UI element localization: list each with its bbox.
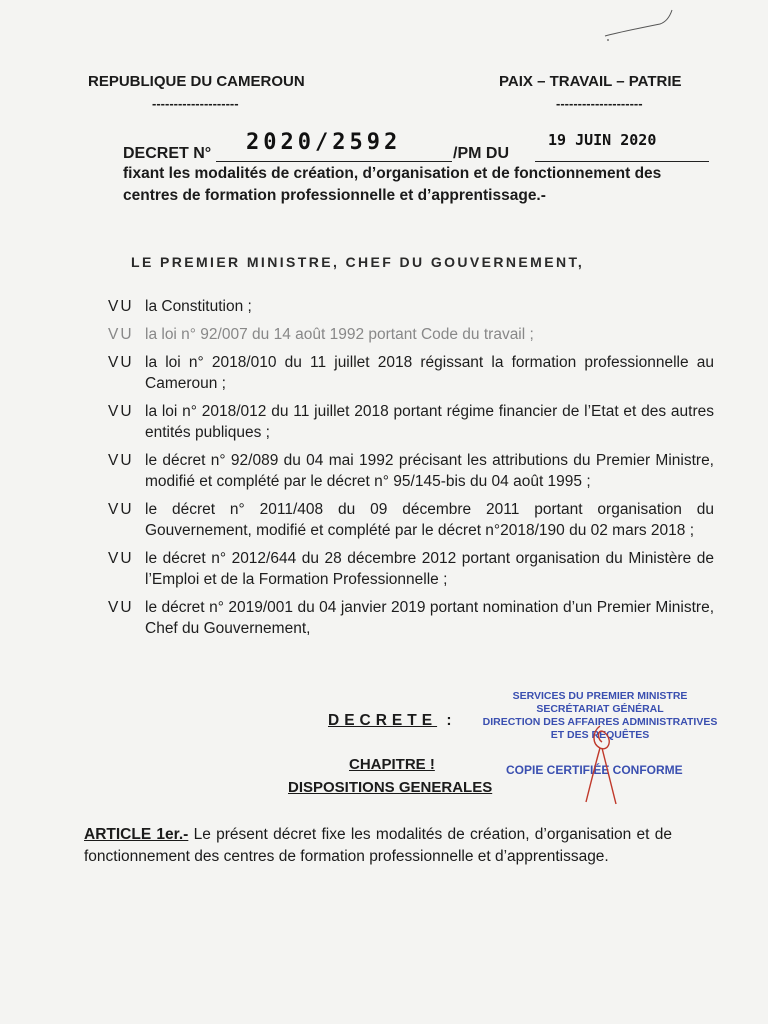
decrete-heading — [328, 712, 457, 730]
decrete-word: DECRETE — [328, 712, 438, 729]
decree-date: 19 JUIN 2020 — [548, 131, 657, 149]
list-item — [108, 548, 714, 590]
decree-number: 2020/2592 — [246, 130, 402, 155]
article-text: Le présent décret fixe les modalités de création, d’organisation et de fonctionnement des centres de formation professionnelle et d’apprentissage. — [84, 826, 673, 865]
visa-text: la loi n° 92/007 du 14 août 1992 portant Code du travail ; — [145, 326, 534, 343]
stamp-line: DIRECTION DES AFFAIRES ADMINISTRATIVES — [482, 716, 718, 728]
visa-text: la Constitution ; — [145, 298, 252, 315]
stamp-line: SERVICES DU PREMIER MINISTRE — [512, 690, 688, 702]
article-label: ARTICLE 1er.- — [84, 826, 189, 843]
stamp-line: SECRÉTARIAT GÉNÉRAL — [536, 703, 664, 715]
visa-text: le décret n° 2012/644 du 28 décembre 2012 portant organisation du Ministère de l’Emploi et de la Formation Professionnelle ; — [145, 550, 714, 588]
article-1 — [84, 824, 672, 868]
vu-label: VU — [108, 550, 134, 567]
chapter-subtitle: DISPOSITIONS GENERALES — [288, 779, 493, 796]
visa-text: la loi n° 2018/012 du 11 juillet 2018 portant régime financier de l’Etat et des autres entités publiques ; — [145, 403, 714, 441]
decree-prefix: DECRET N° — [123, 145, 212, 162]
list-item — [108, 296, 714, 317]
list-item — [108, 597, 714, 639]
visa-text: la loi n° 2018/010 du 11 juillet 2018 régissant la formation professionnelle au Cameroun ; — [145, 354, 714, 392]
vu-label: VU — [108, 452, 134, 469]
vu-label: VU — [108, 501, 134, 518]
page-title: LE PREMIER MINISTRE, CHEF DU GOUVERNEMENT, — [131, 254, 585, 270]
certified-copy-stamp: COPIE CERTIFIÉE CONFORME — [506, 763, 683, 777]
visa-text: le décret n° 2011/408 du 09 décembre 2011 portant organisation du Gouvernement, modifié et complété par le décret n°2018/190 du 02 mars 2018 ; — [145, 501, 714, 539]
vu-label: VU — [108, 326, 134, 343]
decree-subject: fixant les modalités de création, d’organisation et de fonctionnement des centres de formation professionnelle et d’apprentissage.- — [123, 165, 662, 204]
vu-label: VU — [108, 599, 134, 616]
vu-label: VU — [108, 403, 134, 420]
list-item — [108, 352, 714, 394]
visa-text: le décret n° 2019/001 du 04 janvier 2019 portant nomination d’un Premier Ministre, Chef du Gouvernement, — [145, 599, 714, 637]
country-name: REPUBLIQUE DU CAMEROUN — [88, 73, 305, 90]
decrete-colon: : — [446, 712, 457, 729]
decree-pm-du: /PM DU — [453, 145, 509, 162]
country-motto: PAIX – TRAVAIL – PATRIE — [499, 73, 682, 90]
date-underline — [535, 150, 709, 162]
pen-mark-icon — [600, 6, 680, 46]
header-right-separator: -------------------- — [556, 96, 643, 111]
list-item — [108, 499, 714, 541]
ribbon-seal-icon — [578, 718, 628, 808]
list-item — [108, 401, 714, 443]
vu-label: VU — [108, 354, 134, 371]
visa-list — [108, 296, 714, 646]
vu-label: VU — [108, 298, 134, 315]
header-left-separator: -------------------- — [152, 96, 239, 111]
list-item — [108, 324, 714, 345]
list-item — [108, 450, 714, 492]
chapter-title: CHAPITRE ! — [349, 756, 435, 773]
stamp-line: ET DES REQUÊTES — [550, 729, 650, 741]
visa-text: le décret n° 92/089 du 04 mai 1992 précisant les attributions du Premier Ministre, modifié et complété par le décret n° 95/145-bis du 04 août 1995 ; — [145, 452, 714, 490]
